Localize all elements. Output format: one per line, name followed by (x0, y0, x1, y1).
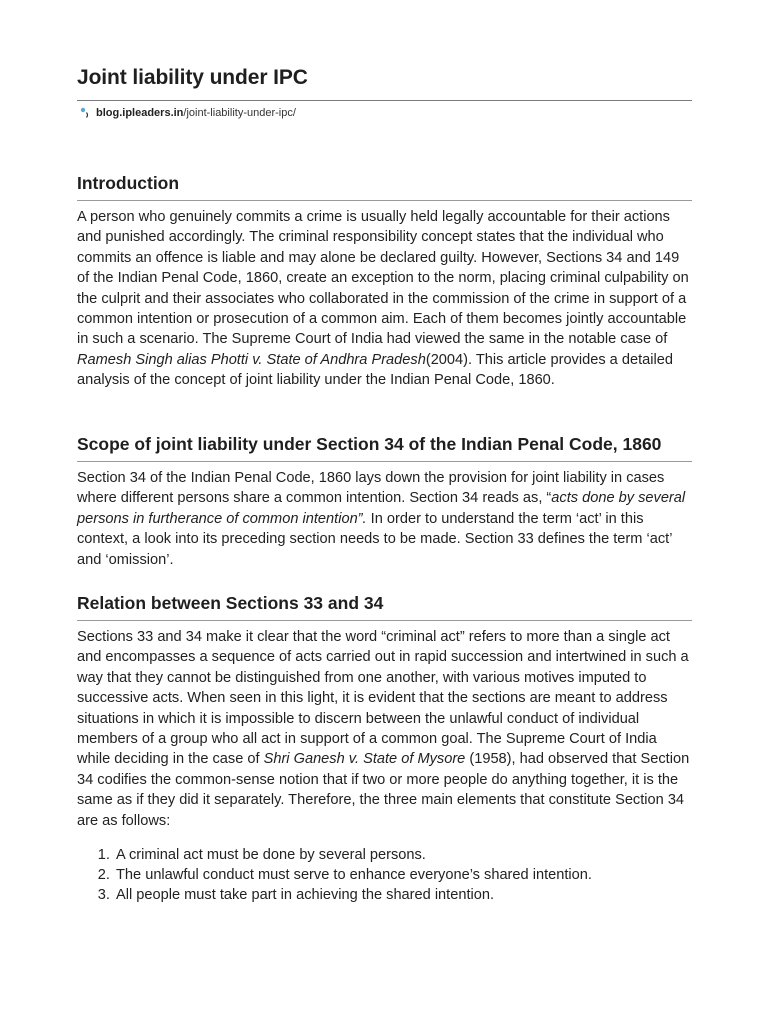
source-host[interactable]: blog.ipleaders.in (96, 107, 184, 119)
list-item: 1. A criminal act must be done by several persons. (114, 845, 692, 865)
case-citation: Shri Ganesh v. State of Mysore (263, 751, 466, 768)
document-title: Joint liability under IPC (77, 66, 308, 89)
case-citation: Ramesh Singh alias Photti v. State of Andhra Pradesh (77, 351, 426, 368)
link-icon (79, 106, 91, 120)
section-divider (77, 620, 692, 621)
text-run: (2004). This article provides a detailed analysis of the concept of joint liability under the Indian Penal Code, 1860. (77, 351, 673, 389)
section-divider (77, 461, 692, 462)
text-run: In order to understand the term ‘act’ in this context, a look into its preceding section needs to be made. Section 33 defines the term ‘act’ and ‘omission’. (77, 510, 672, 568)
section-introduction (77, 171, 692, 391)
list-item: 3. All people must take part in achieving the shared intention. (114, 885, 692, 905)
text-run: Sections 33 and 34 make it clear that the word “criminal act” refers to more than a single act and encompasses a sequence of acts carried out in rapid succession and intertwined in such a way that they cannot be distinguished from one another, with various motives imputed to successive acts. When seen in this light, it is evident that the sections are meant to address situations in which it is impossible to discern between the unlawful conduct of individual members of a group who all act in support of a common goal. The Supreme Court of India while deciding in the case of (77, 629, 689, 768)
introduction-paragraph (77, 207, 692, 391)
section-heading-relation: Relation between Sections 33 and 34 (77, 593, 384, 613)
section-scope (77, 432, 692, 570)
section-heading-scope: Scope of joint liability under Section 34 of the Indian Penal Code, 1860 (77, 434, 662, 454)
title-divider (77, 100, 692, 101)
scope-paragraph (77, 468, 692, 570)
source-link[interactable] (79, 106, 296, 120)
section-heading-introduction: Introduction (77, 173, 180, 193)
section-quote: acts done by several persons in furtherance of common intention”. (77, 490, 686, 527)
relation-paragraph (77, 627, 692, 831)
section-divider (77, 200, 692, 201)
section-relation (77, 591, 692, 905)
text-run: (1958), had observed that Section 34 codifies the common-sense notion that if two or more people do anything together, it is the same as if they did it separately. Therefore, the three main elements that constitute Section 34 are as follows: (77, 751, 690, 829)
text-run: A person who genuinely commits a crime is usually held legally accountable for their actions and punished accordingly. The criminal responsibility concept states that the individual who commits an offence is liable and may alone be declared guilty. However, Sections 34 and 149 of the Indian Penal Code, 1860, create an exception to the norm, placing criminal culpability on the culprit and their associates who collaborated in the commission of the crime in support of a common intention or prosecution of a common aim. Each of them becomes jointly accountable in such a scenario. The Supreme Court of India had viewed the same in the notable case of (77, 209, 689, 348)
elements-list (77, 845, 692, 905)
text-run: Section 34 of the Indian Penal Code, 1860 lays down the provision for joint liability in cases where different persons share a common intention. Section 34 reads as, “ (77, 470, 665, 507)
source-path[interactable]: /joint-liability-under-ipc/ (183, 107, 296, 119)
list-item: 2. The unlawful conduct must serve to enhance everyone’s shared intention. (114, 865, 692, 885)
